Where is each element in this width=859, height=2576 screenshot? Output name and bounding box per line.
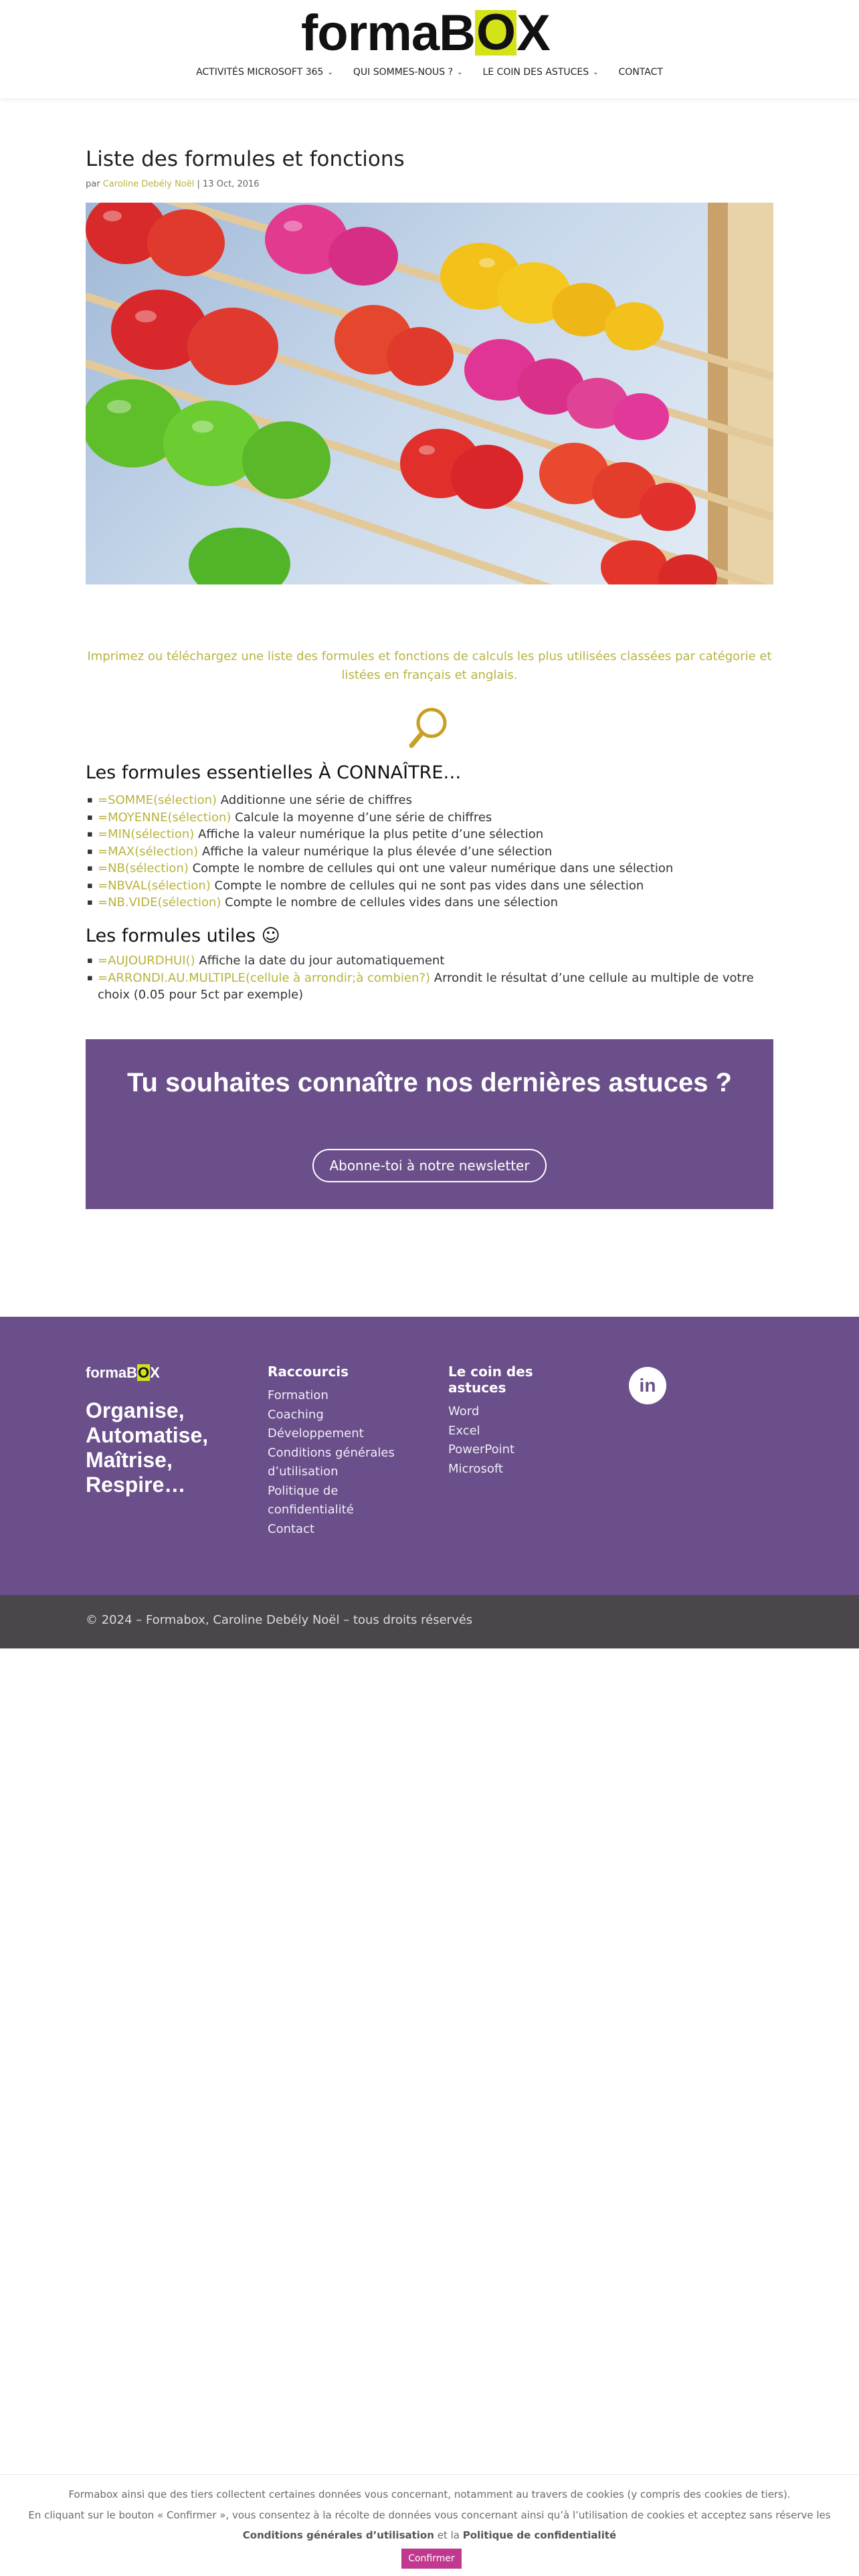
formula-desc: Compte le nombre de cellules vides dans une sélection (225, 895, 559, 909)
cookie-text-line2 (13, 2505, 846, 2545)
footer-col-astuces (448, 1364, 595, 1479)
footer-link-word[interactable]: Word (448, 1404, 480, 1418)
formula-desc: Affiche la date du jour automatiquement (199, 954, 445, 968)
abacus-illustration (86, 203, 773, 584)
list-item (86, 826, 773, 843)
cookie-cgu-link[interactable]: Conditions générales d’utilisation (242, 2529, 434, 2541)
post-date: 13 Oct, 2016 (203, 179, 260, 189)
formula-desc: Arrondit le résultat d’une cellule au multiple de votre choix (0.05 pour 5ct par exemple) (98, 970, 754, 1002)
copyright-bar (0, 1595, 859, 1648)
copyright-text: © 2024 – Formabox, Caroline Debély Noël – tous droits réservés (86, 1613, 473, 1627)
section-title-utiles: Les formules utiles ☺ (86, 926, 280, 946)
footer-link-contact[interactable]: Contact (268, 1521, 315, 1536)
formula-desc: Affiche la valeur numérique la plus élevée d’une sélection (201, 844, 553, 859)
formula-name: =SOMME(sélection) (98, 793, 217, 807)
intro-text: Imprimez ou téléchargez une liste des formules et fonctions de calculs les plus utilisées classées par catégorie et listées en français et anglais. (87, 649, 772, 682)
newsletter-cta (86, 1039, 773, 1209)
section-title-essentielles: Les formules essentielles À CONNAÎTRE… (86, 762, 462, 783)
footer-link-cgu[interactable]: Conditions générales d’utilisation (268, 1445, 395, 1479)
list-item (86, 860, 773, 877)
formula-name: =NB.VIDE(sélection) (98, 895, 221, 909)
nav-item-qui-sommes-nous[interactable] (353, 67, 463, 78)
hero-image-abacus (86, 203, 773, 584)
formula-name: =NB(sélection) (98, 861, 189, 875)
formula-name: =NBVAL(sélection) (98, 878, 211, 893)
nav-item-activites[interactable] (196, 67, 333, 78)
post-meta (86, 179, 773, 189)
footer-col-title: Raccourcis (268, 1364, 349, 1380)
site-footer (0, 1317, 859, 1595)
nav-item-coin-astuces[interactable] (482, 67, 598, 78)
list-item (86, 894, 773, 911)
footer-link-coaching[interactable]: Coaching (268, 1407, 324, 1422)
main-nav (0, 67, 859, 78)
footer-link-confidentialite[interactable]: Politique de confidentialité (268, 1483, 354, 1517)
logo-text-forma: forma (86, 1364, 127, 1381)
site-logo[interactable] (301, 3, 550, 62)
footer-link-powerpoint[interactable]: PowerPoint (448, 1442, 515, 1457)
logo-text-b: B (439, 4, 476, 62)
logo-text-x: X (150, 1364, 160, 1381)
formulas-essential-list (86, 792, 773, 911)
logo-text-o: O (138, 1364, 150, 1381)
footer-slogan: Organise, Automatise, Maîtrise, Respire… (86, 1398, 209, 1497)
footer-logo[interactable] (86, 1364, 160, 1382)
cta-title: Tu souhaites connaître nos dernières astuces ? (127, 1068, 732, 1097)
list-item (86, 843, 773, 861)
formula-name: =MOYENNE(sélection) (98, 810, 231, 825)
chevron-down-icon: ⌄ (593, 68, 599, 76)
list-item (86, 809, 773, 827)
cookie-confirm-button[interactable]: Confirmer (401, 2549, 462, 2569)
cookie-text: En cliquant sur le bouton « Confirmer », vous consentez à la récolte de données vous concernant ainsi qu’à l’utilisation de cookies et acceptez sans réserve les (28, 2509, 831, 2521)
list-item (86, 877, 773, 895)
formula-desc: Additionne une série de chiffres (220, 793, 412, 807)
site-header (0, 0, 859, 98)
footer-col-raccourcis (268, 1364, 415, 1539)
logo-text-forma: forma (301, 4, 440, 62)
footer-link-formation[interactable]: Formation (268, 1388, 328, 1402)
formula-desc: Calcule la moyenne d’une série de chiffres (235, 810, 492, 825)
nav-label: QUI SOMMES-NOUS ? (353, 67, 454, 78)
chevron-down-icon: ⌄ (457, 68, 463, 76)
formula-name: =AUJOURDHUI() (98, 954, 195, 968)
cookie-privacy-link[interactable]: Politique de confidentialité (462, 2529, 617, 2541)
formulas-useful-list (86, 952, 773, 1004)
formula-desc: Affiche la valeur numérique la plus petite d’une sélection (198, 827, 544, 841)
logo-text-x: X (516, 4, 550, 62)
article (86, 146, 773, 584)
formula-name: =MIN(sélection) (98, 827, 195, 841)
list-item (86, 792, 773, 809)
list-item (86, 970, 773, 1004)
meta-prefix: par (86, 179, 100, 189)
nav-label: LE COIN DES ASTUCES (482, 67, 589, 78)
nav-label: CONTACT (618, 67, 663, 78)
linkedin-icon[interactable]: in (629, 1367, 666, 1404)
formula-desc: Compte le nombre de cellules qui ne sont pas vides dans une sélection (214, 878, 644, 893)
list-item (86, 952, 773, 970)
nav-item-contact[interactable] (619, 67, 663, 78)
formula-desc: Compte le nombre de cellules qui ont une valeur numérique dans une sélection (192, 861, 674, 875)
footer-link-microsoft[interactable]: Microsoft (448, 1461, 503, 1476)
logo-text-b: B (126, 1364, 138, 1381)
magnifier-icon (405, 704, 452, 751)
logo-text-o: O (476, 3, 516, 61)
footer-link-developpement[interactable]: Développement (268, 1426, 364, 1440)
formula-name: =MAX(sélection) (98, 844, 199, 859)
footer-link-excel[interactable]: Excel (448, 1423, 480, 1438)
newsletter-subscribe-button[interactable]: Abonne-toi à notre newsletter (312, 1149, 547, 1182)
chevron-down-icon: ⌄ (327, 68, 333, 76)
cookie-text-line1: Formabox ainsi que des tiers collectent certaines données vous concernant, notamment au travers de cookies (y compris des cookies de tiers). (68, 2488, 791, 2500)
formula-name: =ARRONDI.AU.MULTIPLE(cellule à arrondir;à combien?) (98, 970, 431, 985)
meta-separator: | (197, 179, 200, 189)
author-link[interactable]: Caroline Debély Noël (102, 179, 195, 189)
nav-label: ACTIVITÉS MICROSOFT 365 (196, 67, 324, 78)
cookie-text: et la (434, 2529, 463, 2541)
footer-col-title: Le coin des astuces (448, 1364, 533, 1396)
cookie-banner (0, 2474, 859, 2576)
page-title: Liste des formules et fonctions (86, 147, 405, 171)
